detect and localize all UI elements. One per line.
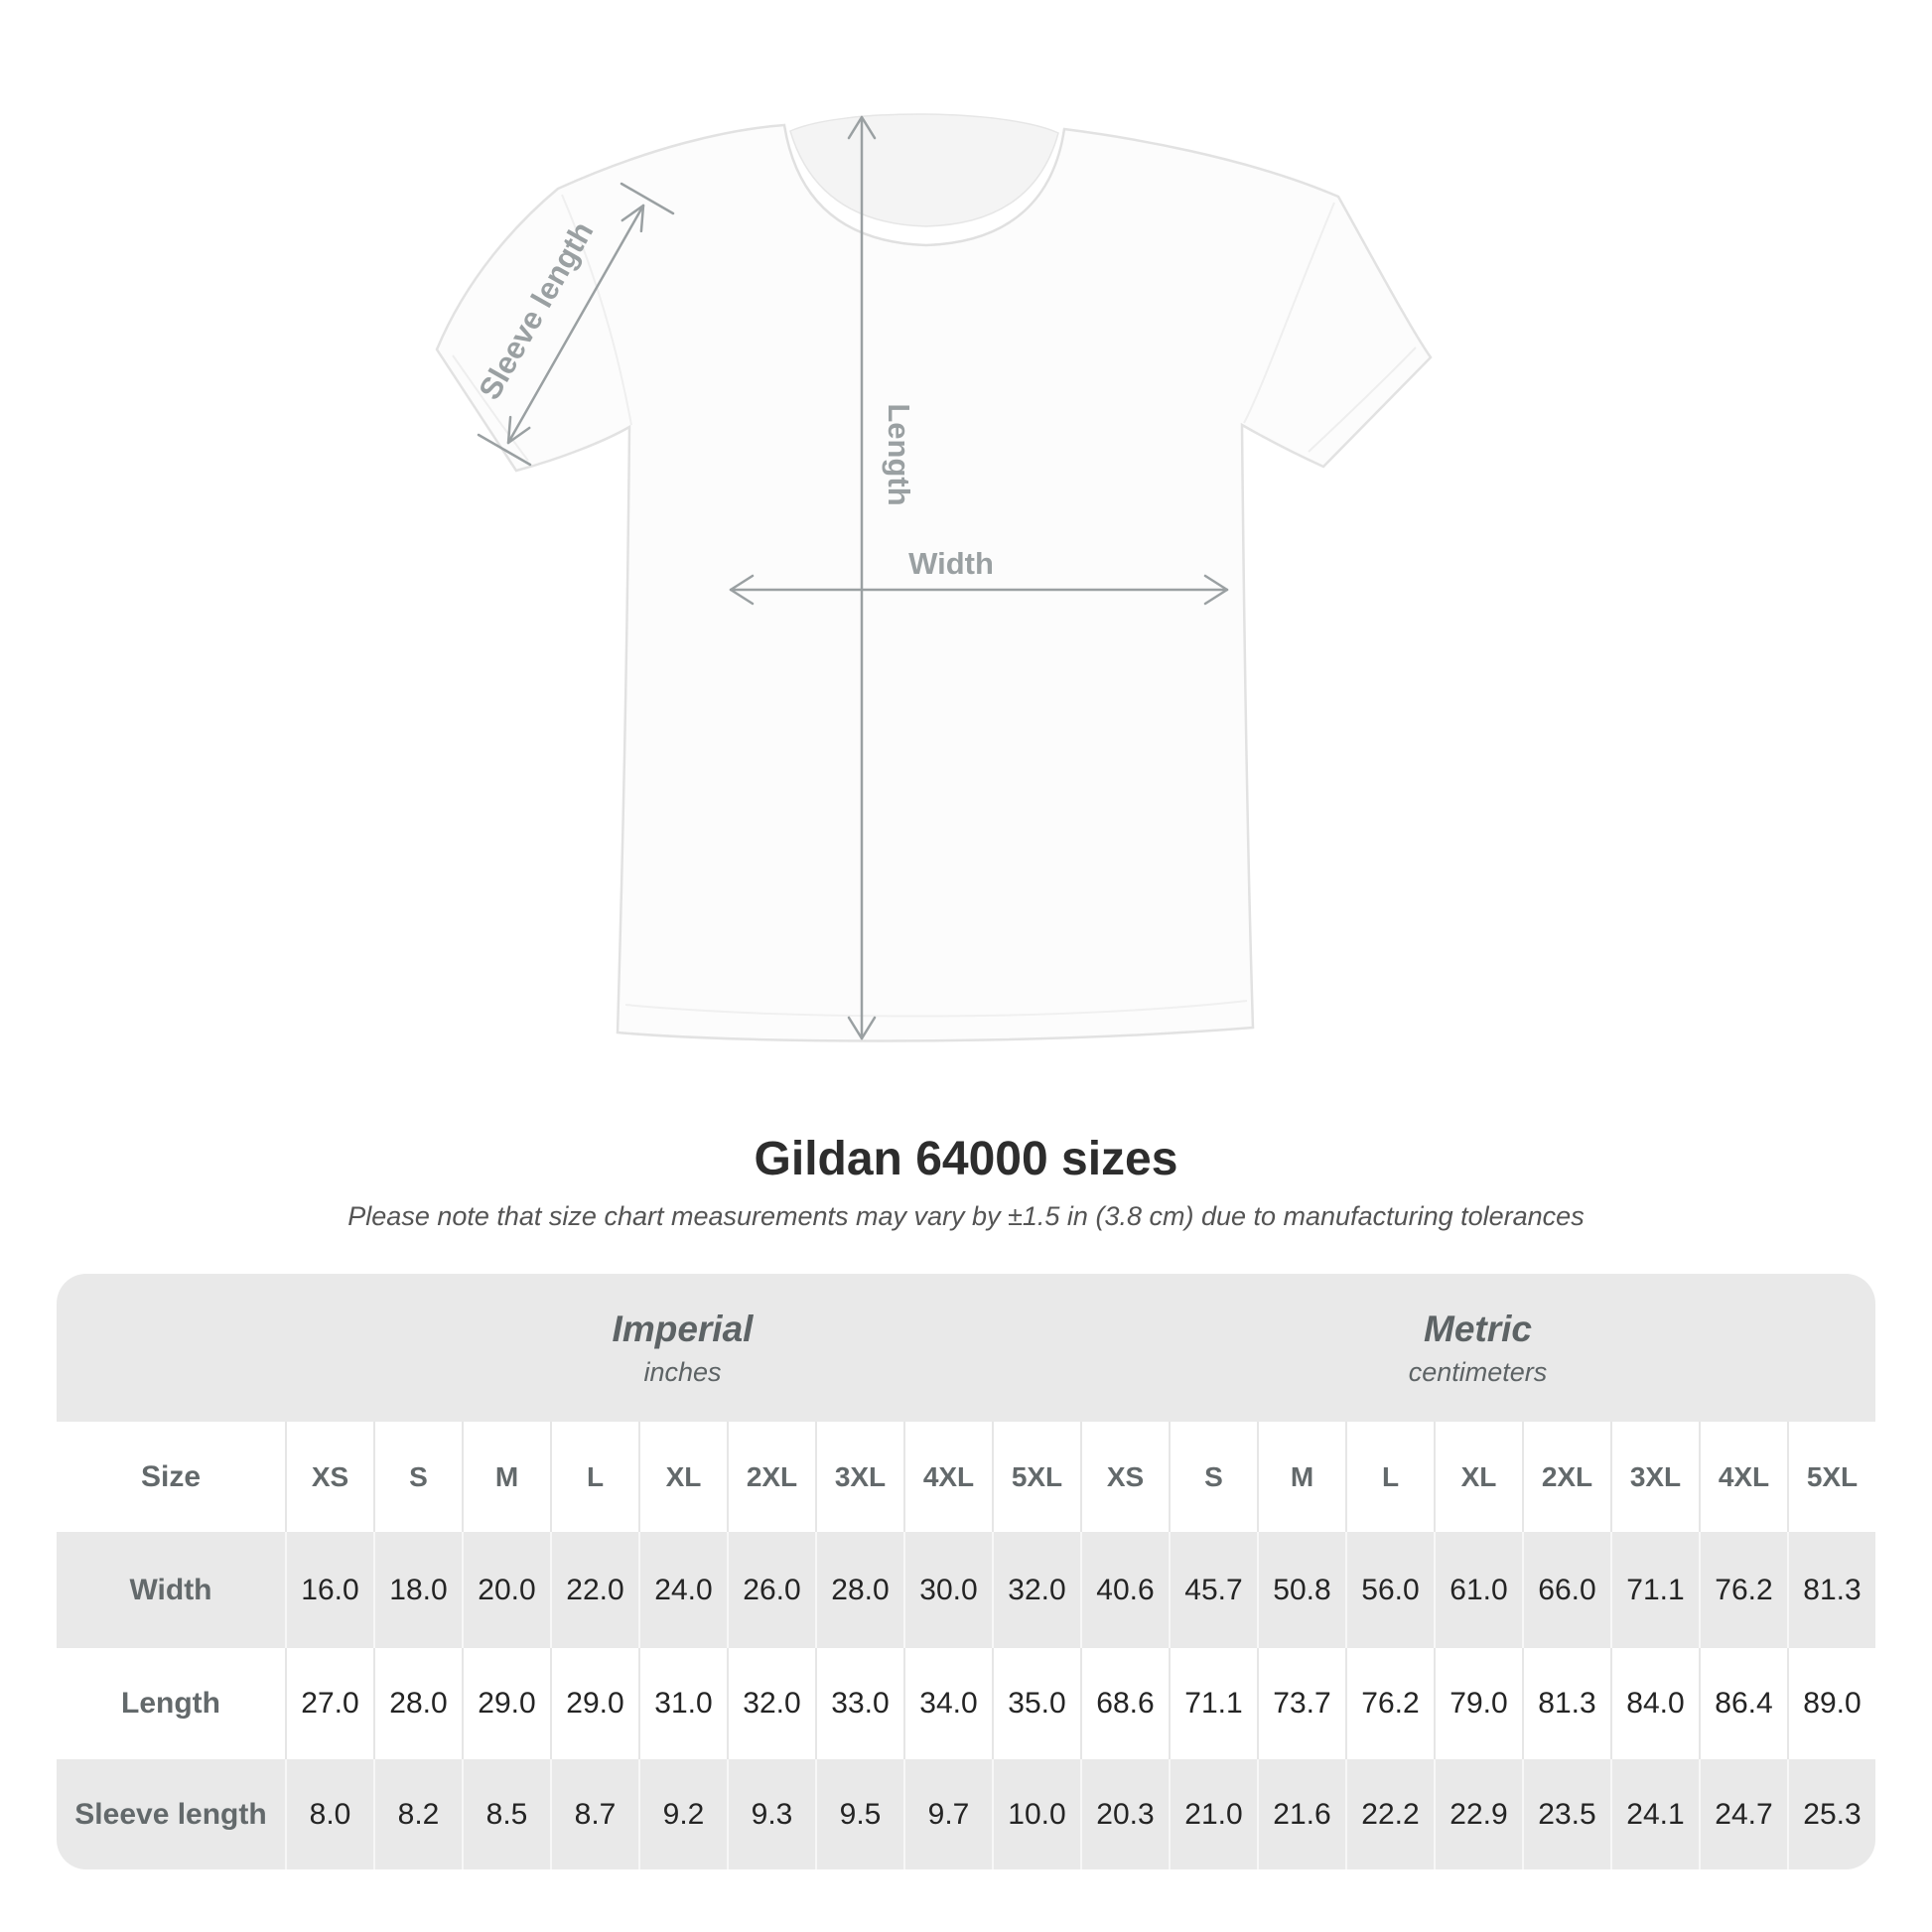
tshirt-body xyxy=(437,125,1431,1040)
size-header-cell: 2XL xyxy=(1522,1422,1610,1532)
size-header-cell: M xyxy=(1257,1422,1345,1532)
length-value-cell: 29.0 xyxy=(550,1648,638,1759)
sleeve-length-value-cell: 8.7 xyxy=(550,1759,638,1869)
row-label-length: Length xyxy=(121,1687,220,1720)
size-header-cell: 5XL xyxy=(1787,1422,1875,1532)
width-value-cell: 28.0 xyxy=(815,1532,903,1648)
sleeve-length-value-cell: 8.0 xyxy=(285,1759,373,1869)
page-subtitle: Please note that size chart measurements may vary by ±1.5 in (3.8 cm) due to manufacturing tolerances xyxy=(347,1201,1585,1231)
length-value-cell: 29.0 xyxy=(462,1648,550,1759)
row-label-width: Width xyxy=(57,1532,285,1648)
width-value-cell: 20.0 xyxy=(462,1532,550,1648)
length-value-cell: 28.0 xyxy=(373,1648,462,1759)
length-value-cell: 27.0 xyxy=(285,1648,373,1759)
size-column-header: Size xyxy=(140,1459,202,1493)
size-header-cell: S xyxy=(373,1422,462,1532)
sleeve-length-value-cell: 22.9 xyxy=(1434,1759,1522,1869)
length-value-cell: 79.0 xyxy=(1434,1648,1522,1759)
imperial-group-unit: inches xyxy=(643,1356,722,1387)
width-value-cell: 76.2 xyxy=(1699,1532,1787,1648)
width-value-cell: 81.3 xyxy=(1787,1532,1875,1648)
table-corner-cell xyxy=(57,1274,285,1422)
size-header-cell: L xyxy=(1345,1422,1434,1532)
sleeve-length-arrow-label: Sleeve length xyxy=(472,215,601,406)
size-header-cell: 4XL xyxy=(903,1422,992,1532)
sleeve-length-value-cell: 24.7 xyxy=(1699,1759,1787,1869)
sleeve-length-value-cell: 25.3 xyxy=(1787,1759,1875,1869)
width-value-cell: 45.7 xyxy=(1169,1532,1257,1648)
length-value-cell: 31.0 xyxy=(638,1648,727,1759)
size-header-cell: L xyxy=(550,1422,638,1532)
metric-group-label: Metric xyxy=(1424,1308,1532,1349)
width-value-cell: 16.0 xyxy=(285,1532,373,1648)
sleeve-length-value-cell: 9.2 xyxy=(638,1759,727,1869)
length-value-cell: 73.7 xyxy=(1257,1648,1345,1759)
length-value-cell: 89.0 xyxy=(1787,1648,1875,1759)
imperial-group-label: Imperial xyxy=(612,1308,754,1349)
size-header-cell: 3XL xyxy=(1610,1422,1699,1532)
width-value-cell: 30.0 xyxy=(903,1532,992,1648)
sleeve-length-value-cell: 9.7 xyxy=(903,1759,992,1869)
length-arrow-label: Length xyxy=(882,403,916,506)
sleeve-length-value-cell: 20.3 xyxy=(1080,1759,1169,1869)
sleeve-length-value-cell: 22.2 xyxy=(1345,1759,1434,1869)
length-value-cell: 71.1 xyxy=(1169,1648,1257,1759)
width-value-cell: 40.6 xyxy=(1080,1532,1169,1648)
length-value-cell: 33.0 xyxy=(815,1648,903,1759)
unit-group-metric xyxy=(1080,1274,1875,1422)
row-label-sleeve-length: Sleeve length xyxy=(57,1759,285,1869)
width-value-cell: 24.0 xyxy=(638,1532,727,1648)
sleeve-length-value-cell: 8.5 xyxy=(462,1759,550,1869)
sleeve-length-value-cell: 24.1 xyxy=(1610,1759,1699,1869)
size-header-cell: 2XL xyxy=(727,1422,815,1532)
width-value-cell: 18.0 xyxy=(373,1532,462,1648)
width-value-cell: 66.0 xyxy=(1522,1532,1610,1648)
size-chart-table xyxy=(57,1274,1875,1869)
width-value-cell: 61.0 xyxy=(1434,1532,1522,1648)
sleeve-length-value-cell: 23.5 xyxy=(1522,1759,1610,1869)
size-header-cell: 3XL xyxy=(815,1422,903,1532)
size-header-cell: XS xyxy=(1080,1422,1169,1532)
width-value-cell: 22.0 xyxy=(550,1532,638,1648)
sleeve-length-value-cell: 9.3 xyxy=(727,1759,815,1869)
length-value-cell: 68.6 xyxy=(1080,1648,1169,1759)
sleeve-length-value-cell: 9.5 xyxy=(815,1759,903,1869)
length-value-cell: 32.0 xyxy=(727,1648,815,1759)
width-value-cell: 56.0 xyxy=(1345,1532,1434,1648)
length-value-cell: 76.2 xyxy=(1345,1648,1434,1759)
width-arrow-label: Width xyxy=(908,546,994,581)
length-value-cell: 86.4 xyxy=(1699,1648,1787,1759)
metric-group-unit: centimeters xyxy=(1408,1356,1548,1387)
sleeve-length-value-cell: 10.0 xyxy=(992,1759,1080,1869)
size-header-cell: M xyxy=(462,1422,550,1532)
length-value-cell: 84.0 xyxy=(1610,1648,1699,1759)
size-header-cell: XL xyxy=(638,1422,727,1532)
size-header-cell: 5XL xyxy=(992,1422,1080,1532)
page-title: Gildan 64000 sizes xyxy=(754,1133,1178,1185)
width-value-cell: 26.0 xyxy=(727,1532,815,1648)
size-header-cell: 4XL xyxy=(1699,1422,1787,1532)
length-value-cell: 34.0 xyxy=(903,1648,992,1759)
sleeve-length-value-cell: 21.6 xyxy=(1257,1759,1345,1869)
size-header-cell: XL xyxy=(1434,1422,1522,1532)
tshirt-neck-opening xyxy=(790,114,1058,226)
sleeve-length-value-cell: 21.0 xyxy=(1169,1759,1257,1869)
width-value-cell: 50.8 xyxy=(1257,1532,1345,1648)
unit-group-imperial xyxy=(285,1274,1080,1422)
sleeve-length-value-cell: 8.2 xyxy=(373,1759,462,1869)
size-header-cell: XS xyxy=(285,1422,373,1532)
width-value-cell: 71.1 xyxy=(1610,1532,1699,1648)
width-value-cell: 32.0 xyxy=(992,1532,1080,1648)
length-value-cell: 35.0 xyxy=(992,1648,1080,1759)
size-header-cell: S xyxy=(1169,1422,1257,1532)
length-value-cell: 81.3 xyxy=(1522,1648,1610,1759)
